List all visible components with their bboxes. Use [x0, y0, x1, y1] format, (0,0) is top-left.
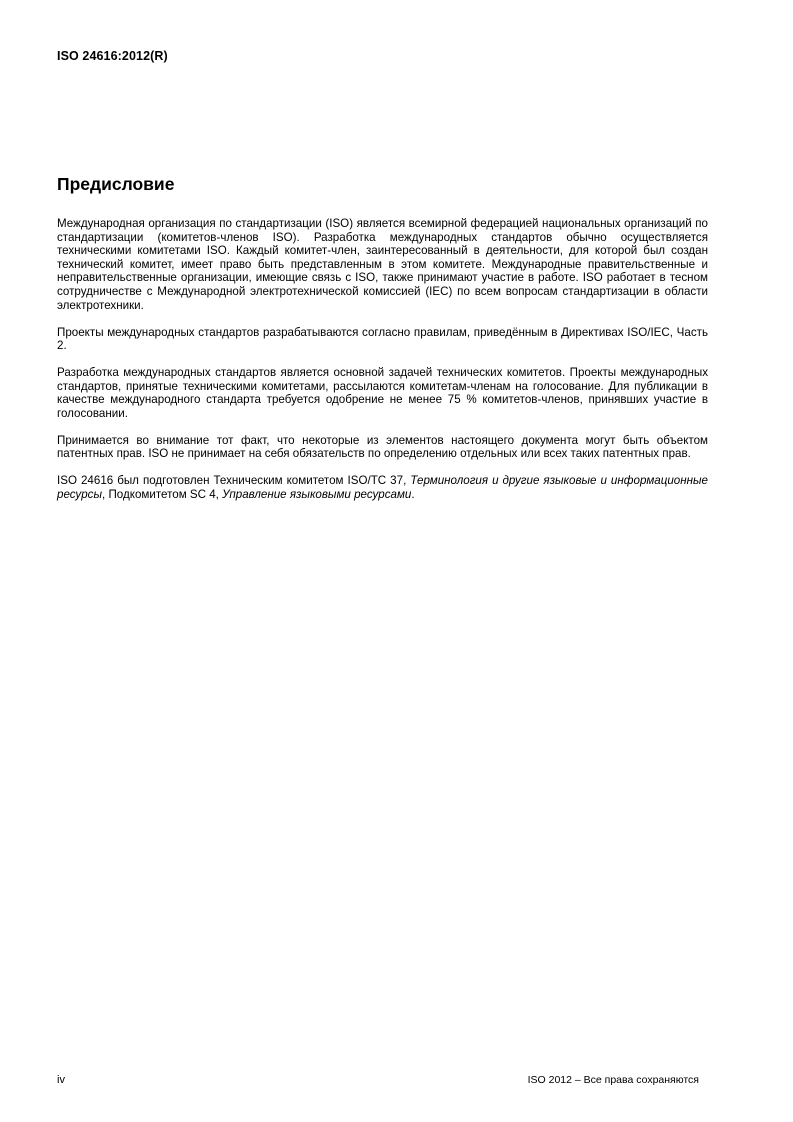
paragraph-4: Принимается во внимание тот факт, что некоторые из элементов настоящего документа могут быть объектом патентных прав. ISO не принимает на себя обязательств по определению отдельных или всех таких патентных прав.: [57, 433, 708, 461]
paragraph-5-text-2: , Подкомитетом SC 4,: [102, 488, 223, 502]
paragraph-5-text-3: .: [411, 488, 415, 502]
paragraph-5: [57, 474, 708, 501]
foreword-body: [57, 217, 708, 515]
section-title: Предисловие: [57, 174, 175, 194]
paragraph-2: Проекты международных стандартов разрабатываются согласно правилам, приведённым в Директивах ISO/IEC, Часть 2.: [57, 325, 708, 353]
paragraph-3: Разработка международных стандартов является основной задачей технических комитетов. Проекты международных стандартов, принятые техническими комитетами, рассылаются комитетам-членам на голосование. Для публикации в качестве международного стандарта требуется одобрение не менее 75 % комитетов-членов, принявших участие в голосовании.: [57, 366, 708, 420]
document-id-header: ISO 24616:2012(R): [57, 49, 168, 63]
committee-name: Терминология и другие языковые и информационные ресурсы: [57, 474, 708, 502]
paragraph-1: Международная организация по стандартизации (ISO) является всемирной федерацией национальных организаций по стандартизации (комитетов-членов ISO). Разработка международных стандартов обычно осуществляется техническими комитетами ISO. Каждый комитет-член, заинтересованный в деятельности, для которой был создан технический комитет, имеет право быть представленным в этом комитете. Международные правительственные и неправительственные организации, имеющие связь с ISO, также принимают участие в работе. ISO работает в тесном сотрудничестве с Международной электротехнической комиссией (IEC) по всем вопросам стандартизации в области электротехники.: [57, 217, 708, 312]
paragraph-5-text-1: ISO 24616 был подготовлен Техническим комитетом ISO/TC 37,: [57, 474, 411, 488]
subcommittee-name: Управление языковыми ресурсами: [222, 488, 412, 502]
copyright-notice: ISO 2012 – Все права сохраняются: [527, 1074, 699, 1086]
page-number: iv: [57, 1074, 65, 1086]
